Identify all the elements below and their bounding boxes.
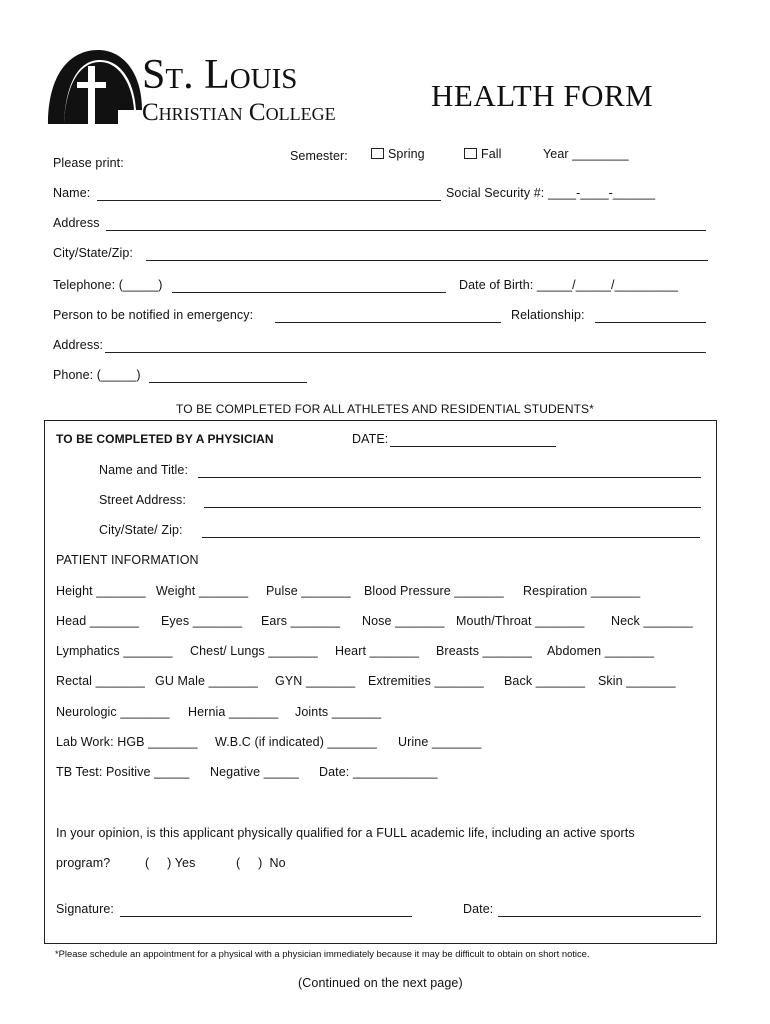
footnote: *Please schedule an appointment for a physical with a physician immediately because it may be difficult to obtain on short notice. [55,948,590,959]
physician-city-label: City/State/ Zip: [99,523,183,537]
chapel-arch-icon [44,44,144,126]
address-line[interactable] [106,230,706,231]
spring-label: Spring [388,147,425,161]
exam-ears[interactable]: Ears _______ [261,614,341,628]
dob-field[interactable]: Date of Birth: _____/_____/_________ [459,278,679,292]
city-label: City/State/Zip: [53,246,133,260]
exam-respiration[interactable]: Respiration _______ [523,584,641,598]
yes-option[interactable]: ( ) Yes [145,856,196,870]
exam-heart[interactable]: Heart _______ [335,644,420,658]
exam-weight[interactable]: Weight _______ [156,584,249,598]
form-title: HEALTH FORM [431,78,654,113]
exam-eyes[interactable]: Eyes _______ [161,614,243,628]
semester-label: Semester: [290,149,348,163]
name-line[interactable] [97,200,441,201]
exam-blood-pressure[interactable]: Blood Pressure _______ [364,584,504,598]
street-label: Street Address: [99,493,186,507]
signature-label: Signature: [56,902,114,916]
exam-neck[interactable]: Neck _______ [611,614,693,628]
exam-mouth-throat[interactable]: Mouth/Throat _______ [456,614,585,628]
relationship-label: Relationship: [511,308,585,322]
tb-negative[interactable]: Negative _____ [210,765,299,779]
exam-skin[interactable]: Skin _______ [598,674,676,688]
exam-height[interactable]: Height _______ [56,584,146,598]
exam-chest-lungs[interactable]: Chest/ Lungs _______ [190,644,318,658]
relationship-line[interactable] [595,322,706,323]
tb-positive[interactable]: TB Test: Positive _____ [56,765,190,779]
emergency-line[interactable] [275,322,501,323]
exam-rectal[interactable]: Rectal _______ [56,674,145,688]
no-option[interactable]: ( ) No [236,856,286,870]
logo-name-bottom: Christian College [142,99,336,126]
fall-checkbox[interactable] [464,148,477,159]
exam-lymphatics[interactable]: Lymphatics _______ [56,644,173,658]
name-label: Name: [53,186,91,200]
fall-label: Fall [481,147,502,161]
physician-date-line[interactable] [390,446,556,447]
address-label: Address [53,216,100,230]
exam-gyn[interactable]: GYN _______ [275,674,356,688]
logo-name-top: St. Louis [142,52,298,98]
tb-date[interactable]: Date: ____________ [319,765,438,779]
telephone-line[interactable] [172,292,446,293]
program-label: program? [56,856,111,870]
fall-option[interactable] [464,147,502,161]
exam-neurologic[interactable]: Neurologic _______ [56,705,170,719]
address2-line[interactable] [105,352,706,353]
telephone-label: Telephone: (_____) [53,278,163,292]
patient-info-heading: PATIENT INFORMATION [56,553,199,567]
athletes-notice: TO BE COMPLETED FOR ALL ATHLETES AND RESIDENTIAL STUDENTS* [176,402,594,416]
signature-date-line[interactable] [498,916,701,917]
signature-date-label: Date: [463,902,494,916]
exam-hernia[interactable]: Hernia _______ [188,705,279,719]
qualification-question: In your opinion, is this applicant physically qualified for a FULL academic life, including an active sports [56,826,635,840]
physician-date-label: DATE: [352,432,389,446]
lab-urine[interactable]: Urine _______ [398,735,482,749]
exam-nose[interactable]: Nose _______ [362,614,445,628]
city-line[interactable] [146,260,708,261]
spring-checkbox[interactable] [371,148,384,159]
phone-label: Phone: (_____) [53,368,141,382]
name-title-label: Name and Title: [99,463,189,477]
year-field[interactable]: Year ________ [543,147,629,161]
exam-gu-male[interactable]: GU Male _______ [155,674,258,688]
exam-extremities[interactable]: Extremities _______ [368,674,484,688]
exam-head[interactable]: Head _______ [56,614,140,628]
street-line[interactable] [204,507,701,508]
exam-joints[interactable]: Joints _______ [295,705,382,719]
lab-wbc[interactable]: W.B.C (if indicated) _______ [215,735,377,749]
exam-breasts[interactable]: Breasts _______ [436,644,533,658]
physician-city-line[interactable] [202,537,700,538]
lab-hgb[interactable]: Lab Work: HGB _______ [56,735,198,749]
emergency-label: Person to be notified in emergency: [53,308,254,322]
address2-label: Address: [53,338,104,352]
signature-line[interactable] [120,916,412,917]
exam-abdomen[interactable]: Abdomen _______ [547,644,655,658]
phone-line[interactable] [149,382,307,383]
name-title-line[interactable] [198,477,701,478]
exam-back[interactable]: Back _______ [504,674,586,688]
physician-heading: TO BE COMPLETED BY A PHYSICIAN [56,432,274,446]
please-print-label: Please print: [53,156,124,170]
exam-pulse[interactable]: Pulse _______ [266,584,351,598]
ssn-field[interactable]: Social Security #: ____-____-______ [446,186,656,200]
continued-note: (Continued on the next page) [298,976,463,990]
spring-option[interactable] [371,147,425,161]
